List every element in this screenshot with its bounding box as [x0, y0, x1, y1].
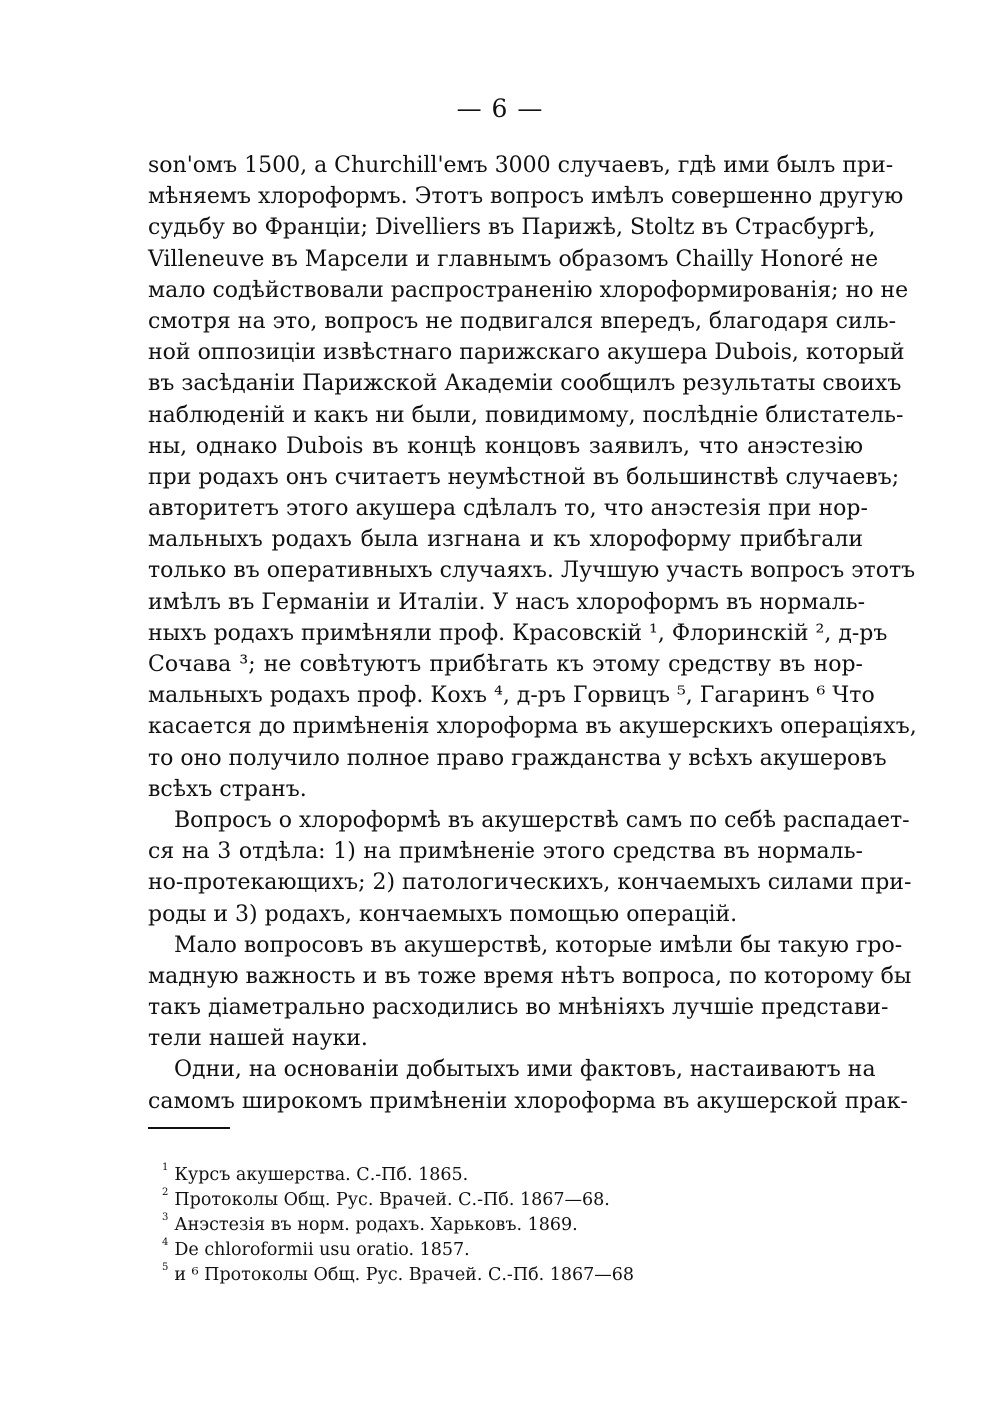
- footnote-divider: [148, 1127, 230, 1129]
- text-line: Сочава ³; не совѣтуютъ прибѣгать къ этому средству въ нор-: [148, 652, 863, 677]
- footnote-mark: 1: [162, 1162, 169, 1173]
- text-line: мѣняемъ хлороформъ. Этотъ вопросъ имѣлъ совершенно другую: [148, 184, 904, 210]
- text-line: наблюденій и какъ ни были, повидимому, послѣдніе блистатель-: [148, 402, 904, 428]
- text-line: мальныхъ родахъ была изгнана и къ хлороформу прибѣгали: [148, 527, 863, 553]
- text-line: судьбу во Франціи; Divelliers въ Парижѣ, Stoltz въ Страсбургѣ,: [148, 215, 876, 241]
- text-line: такъ діаметрально расходились во мнѣніяхъ лучшіе представи-: [148, 995, 889, 1021]
- footnotes: [162, 1158, 762, 1283]
- text-line: ны, однако Dubois въ концѣ концовъ заявилъ, что анэстезію: [148, 433, 863, 459]
- footnote-mark: 2: [162, 1187, 169, 1198]
- text-line: самомъ широкомъ примѣненіи хлороформа въ акушерской прак-: [148, 1088, 908, 1114]
- text-line: son'омъ 1500, а Churchill'емъ 3000 случаевъ, гдѣ ими былъ при-: [148, 153, 894, 178]
- footnote-text: Протоколы Общ. Рус. Врачей. С.-Пб. 1867—68.: [174, 1189, 610, 1210]
- text-line: роды и 3) родахъ, кончаемыхъ помощью операцій.: [148, 901, 738, 927]
- text-line: то оно получило полное право гражданства у всѣхъ акушеровъ: [148, 745, 887, 771]
- text-line: мальныхъ родахъ проф. Кохъ ⁴, д-ръ Горвицъ ⁵, Гагаринъ ⁶ Что: [148, 683, 875, 709]
- text-line: всѣхъ странъ.: [148, 776, 307, 802]
- footnote: [162, 1158, 762, 1183]
- text-line: имѣлъ въ Германіи и Италіи. У насъ хлороформъ въ нормаль-: [148, 589, 865, 615]
- footnote: [162, 1183, 762, 1208]
- text-line: мало содѣйствовали распространенію хлороформированія; но не: [148, 277, 909, 303]
- footnote-mark: 4: [162, 1237, 169, 1248]
- footnote: [162, 1233, 762, 1258]
- text-line: Вопросъ о хлороформѣ въ акушерствѣ самъ по себѣ распадает-: [174, 807, 910, 833]
- text-line: ныхъ родахъ примѣняли проф. Красовскій ¹, Флоринскій ², д-ръ: [148, 620, 888, 646]
- footnote-text: Анэстезія въ норм. родахъ. Харьковъ. 1869.: [174, 1214, 578, 1235]
- text-line: тели нашей науки.: [148, 1026, 368, 1052]
- text-line: смотря на это, вопросъ не подвигался впередъ, благодаря силь-: [148, 308, 897, 334]
- text-line: при родахъ онъ считаетъ неумѣстной въ большинствѣ случаевъ;: [148, 464, 900, 490]
- text-line: ся на 3 отдѣла: 1) на примѣненіе этого средства въ нормаль-: [148, 839, 863, 865]
- footnote: [162, 1208, 762, 1233]
- body-text: [148, 150, 917, 1117]
- footnote: [162, 1258, 762, 1283]
- footnote-mark: 3: [162, 1212, 169, 1223]
- footnote-text: De chloroformii usu oratio. 1857.: [174, 1239, 470, 1260]
- text-line: мадную важность и въ тоже время нѣтъ вопроса, по которому бы: [148, 963, 912, 989]
- text-line: Villeneuve въ Марсели и главнымъ образомъ Chailly Honoré не: [148, 246, 879, 272]
- text-line: ной оппозиціи извѣстнаго парижскаго акушера Dubois, который: [148, 340, 905, 366]
- footnote-mark: 5: [162, 1262, 169, 1273]
- page-number: — 6 —: [456, 94, 544, 123]
- text-line: Мало вопросовъ въ акушерствѣ, которые имѣли бы такую гро-: [174, 932, 903, 958]
- footnote-text: Курсъ акушерства. С.-Пб. 1865.: [174, 1164, 469, 1185]
- text-line: авторитетъ этого акушера сдѣлалъ то, что анэстезія при нор-: [148, 496, 868, 522]
- footnote-text: и ⁶ Протоколы Общ. Рус. Врачей. С.-Пб. 1867—68: [174, 1264, 635, 1285]
- text-line: только въ оперативныхъ случаяхъ. Лучшую участь вопросъ этотъ: [148, 558, 916, 584]
- text-line: въ засѣданіи Парижской Академіи сообщилъ результаты своихъ: [148, 371, 902, 397]
- text-line: Одни, на основаніи добытыхъ ими фактовъ, настаиваютъ на: [174, 1057, 876, 1083]
- text-line: но-протекающихъ; 2) патологическихъ, кончаемыхъ силами при-: [148, 870, 912, 896]
- text-line: касается до примѣненія хлороформа въ акушерскихъ операціяхъ,: [148, 714, 917, 740]
